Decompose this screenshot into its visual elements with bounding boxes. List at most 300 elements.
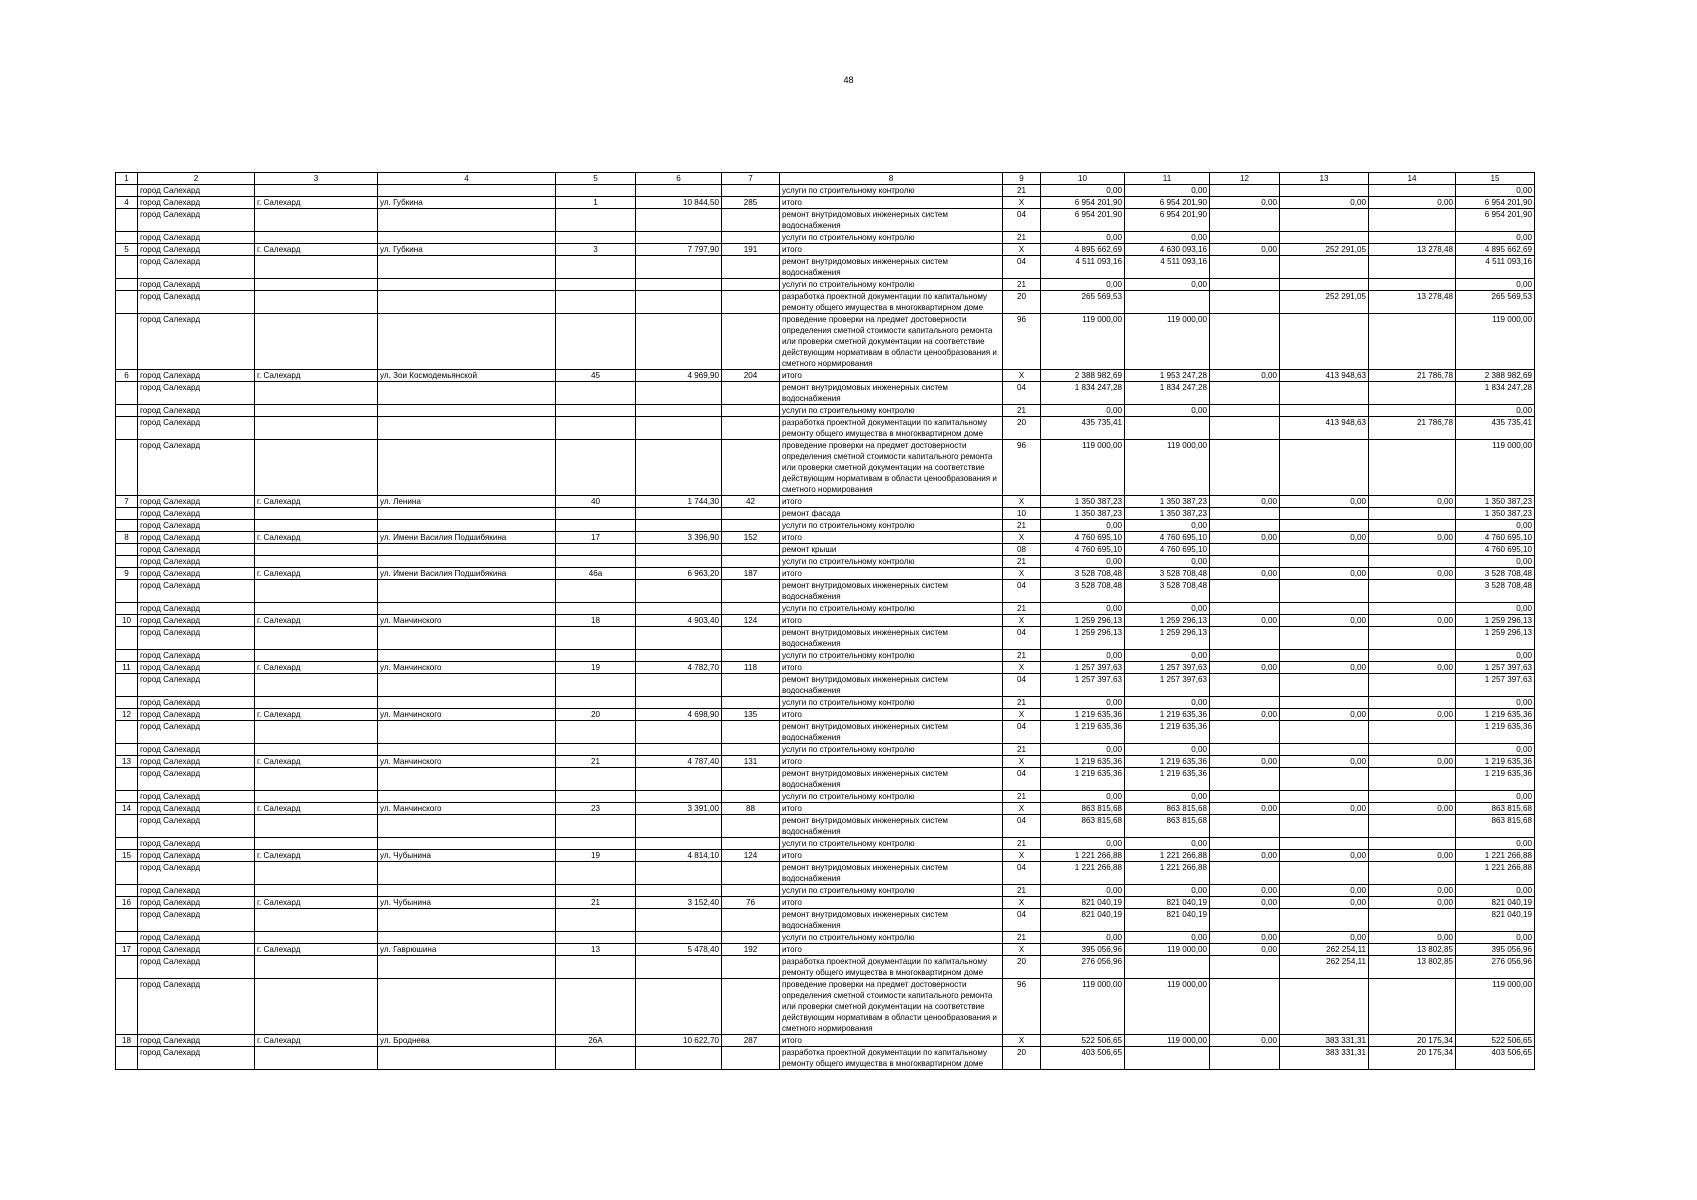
cell-total-cost: 0,00 [1041, 185, 1125, 197]
cell-street [378, 838, 556, 850]
table-row [116, 440, 1535, 496]
cell-settlement [255, 932, 378, 944]
cell-house-number [556, 291, 636, 314]
cell-budget-cost [1210, 674, 1280, 697]
cell-settlement [255, 556, 378, 568]
cell-final-cost: 0,00 [1456, 697, 1535, 709]
cell-settlement: г. Салехард [255, 568, 378, 580]
cell-house-number [556, 885, 636, 897]
cell-residents [722, 979, 780, 1035]
cell-total-cost: 276 056,96 [1041, 956, 1125, 979]
cell-house-number: 17 [556, 532, 636, 544]
cell-work-code: 21 [1003, 279, 1041, 291]
cell-other-cost: 0,00 [1369, 885, 1456, 897]
cell-settlement: г. Салехард [255, 944, 378, 956]
cell-row-number [116, 815, 138, 838]
cell-settlement: г. Салехард [255, 897, 378, 909]
cell-work-code: 21 [1003, 232, 1041, 244]
cell-house-number [556, 650, 636, 662]
cell-row-number [116, 382, 138, 405]
cell-budget-cost: 0,00 [1210, 756, 1280, 768]
cell-fund-cost: 119 000,00 [1125, 979, 1210, 1035]
cell-street [378, 815, 556, 838]
cell-municipality: город Салехард [138, 768, 255, 791]
cell-row-number: 7 [116, 496, 138, 508]
cell-total-cost: 1 219 635,36 [1041, 756, 1125, 768]
cell-area [636, 979, 722, 1035]
cell-fund-cost: 1 219 635,36 [1125, 756, 1210, 768]
cell-final-cost: 821 040,19 [1456, 909, 1535, 932]
cell-work-code: 21 [1003, 885, 1041, 897]
cell-street [378, 209, 556, 232]
cell-other-cost [1369, 256, 1456, 279]
cell-street: ул. Чубынина [378, 850, 556, 862]
cell-settlement [255, 674, 378, 697]
cell-street [378, 697, 556, 709]
cell-work-code: 20 [1003, 956, 1041, 979]
cell-work-code: 04 [1003, 721, 1041, 744]
cell-house-number [556, 185, 636, 197]
cell-work-type: разработка проектной документации по капитальному ремонту общего имущества в многоквартирном доме [780, 417, 1003, 440]
cell-area [636, 279, 722, 291]
cell-municipality: город Салехард [138, 544, 255, 556]
cell-area [636, 768, 722, 791]
cell-other-cost [1369, 209, 1456, 232]
cell-budget-cost [1210, 627, 1280, 650]
cell-residents [722, 256, 780, 279]
header-row [116, 173, 1535, 185]
cell-final-cost: 4 760 695,10 [1456, 544, 1535, 556]
cell-owners-cost [1280, 744, 1369, 756]
cell-other-cost: 0,00 [1369, 850, 1456, 862]
cell-street: ул. Броднева [378, 1035, 556, 1047]
cell-other-cost: 21 786,78 [1369, 417, 1456, 440]
cell-municipality: город Салехард [138, 627, 255, 650]
cell-row-number: 11 [116, 662, 138, 674]
cell-residents [722, 791, 780, 803]
cell-area: 6 963,20 [636, 568, 722, 580]
table-row [116, 556, 1535, 568]
cell-house-number [556, 838, 636, 850]
cell-row-number: 8 [116, 532, 138, 544]
cell-work-type: итого [780, 850, 1003, 862]
cell-street: ул. Имени Василия Подшибякина [378, 568, 556, 580]
cell-final-cost: 0,00 [1456, 650, 1535, 662]
cell-municipality: город Салехард [138, 580, 255, 603]
cell-house-number: 19 [556, 850, 636, 862]
cell-owners-cost: 0,00 [1280, 197, 1369, 209]
cell-total-cost: 0,00 [1041, 791, 1125, 803]
cell-other-cost [1369, 232, 1456, 244]
cell-residents [722, 291, 780, 314]
cell-work-type: проведение проверки на предмет достоверности определения сметной стоимости капитального ремонта или проверки сметной документации на соответствие действующим нормативам в области ценообразования и сметного нормирования [780, 314, 1003, 370]
cell-total-cost: 0,00 [1041, 838, 1125, 850]
header-cell-13: 13 [1280, 173, 1369, 185]
cell-area [636, 580, 722, 603]
cell-house-number: 1 [556, 197, 636, 209]
cell-other-cost [1369, 580, 1456, 603]
cell-work-type: услуги по строительному контролю [780, 185, 1003, 197]
cell-final-cost: 1 221 266,88 [1456, 862, 1535, 885]
cell-row-number [116, 862, 138, 885]
cell-budget-cost: 0,00 [1210, 709, 1280, 721]
cell-row-number [116, 314, 138, 370]
cell-residents: 131 [722, 756, 780, 768]
cell-municipality: город Салехард [138, 520, 255, 532]
cell-residents [722, 674, 780, 697]
cell-residents [722, 544, 780, 556]
table-row [116, 568, 1535, 580]
cell-area [636, 627, 722, 650]
cell-area [636, 674, 722, 697]
cell-house-number [556, 279, 636, 291]
table-row [116, 862, 1535, 885]
cell-street [378, 405, 556, 417]
cell-total-cost: 119 000,00 [1041, 979, 1125, 1035]
cell-final-cost: 0,00 [1456, 556, 1535, 568]
cell-budget-cost [1210, 291, 1280, 314]
cell-budget-cost: 0,00 [1210, 532, 1280, 544]
cell-settlement [255, 440, 378, 496]
cell-owners-cost: 0,00 [1280, 662, 1369, 674]
cell-work-type: разработка проектной документации по капитальному ремонту общего имущества в многоквартирном доме [780, 956, 1003, 979]
cell-work-code: X [1003, 496, 1041, 508]
cell-other-cost [1369, 768, 1456, 791]
cell-work-type: услуги по строительному контролю [780, 650, 1003, 662]
cell-row-number [116, 768, 138, 791]
cell-budget-cost [1210, 862, 1280, 885]
cell-municipality: город Салехард [138, 496, 255, 508]
cell-municipality: город Салехард [138, 314, 255, 370]
cell-final-cost: 1 834 247,28 [1456, 382, 1535, 405]
cell-final-cost: 2 388 982,69 [1456, 370, 1535, 382]
cell-work-type: итого [780, 944, 1003, 956]
cell-house-number [556, 979, 636, 1035]
cell-work-type: услуги по строительному контролю [780, 405, 1003, 417]
cell-other-cost: 0,00 [1369, 615, 1456, 627]
table-row [116, 721, 1535, 744]
table-row [116, 709, 1535, 721]
cell-settlement [255, 909, 378, 932]
cell-budget-cost [1210, 791, 1280, 803]
cell-total-cost: 0,00 [1041, 885, 1125, 897]
cell-final-cost: 403 506,65 [1456, 1047, 1535, 1070]
cell-municipality: город Салехард [138, 1035, 255, 1047]
cell-row-number: 15 [116, 850, 138, 862]
table-row [116, 979, 1535, 1035]
cell-final-cost: 0,00 [1456, 232, 1535, 244]
cell-final-cost: 6 954 201,90 [1456, 197, 1535, 209]
cell-total-cost: 4 511 093,16 [1041, 256, 1125, 279]
cell-total-cost: 0,00 [1041, 556, 1125, 568]
cell-area [636, 440, 722, 496]
cell-municipality: город Салехард [138, 838, 255, 850]
cell-work-code: 21 [1003, 932, 1041, 944]
cell-total-cost: 1 257 397,63 [1041, 674, 1125, 697]
cell-other-cost [1369, 697, 1456, 709]
cell-work-type: услуги по строительному контролю [780, 744, 1003, 756]
cell-budget-cost [1210, 279, 1280, 291]
cell-work-code: X [1003, 850, 1041, 862]
cell-work-code: 04 [1003, 256, 1041, 279]
cell-area [636, 697, 722, 709]
cell-owners-cost: 0,00 [1280, 803, 1369, 815]
cell-residents [722, 232, 780, 244]
cell-municipality: город Салехард [138, 1047, 255, 1070]
cell-settlement [255, 956, 378, 979]
table-row [116, 744, 1535, 756]
cell-row-number [116, 650, 138, 662]
cell-other-cost [1369, 556, 1456, 568]
cell-settlement [255, 791, 378, 803]
cell-row-number [116, 232, 138, 244]
cell-settlement [255, 1047, 378, 1070]
cell-area [636, 721, 722, 744]
cell-total-cost: 435 735,41 [1041, 417, 1125, 440]
cell-fund-cost: 119 000,00 [1125, 440, 1210, 496]
cell-budget-cost [1210, 979, 1280, 1035]
cell-municipality: город Салехард [138, 909, 255, 932]
cell-row-number [116, 791, 138, 803]
cell-row-number [116, 405, 138, 417]
cell-settlement [255, 279, 378, 291]
header-cell-11: 11 [1125, 173, 1210, 185]
cell-final-cost: 863 815,68 [1456, 815, 1535, 838]
cell-other-cost [1369, 508, 1456, 520]
cell-owners-cost [1280, 979, 1369, 1035]
cell-residents [722, 838, 780, 850]
cell-owners-cost [1280, 815, 1369, 838]
cell-other-cost: 0,00 [1369, 709, 1456, 721]
table-row [116, 291, 1535, 314]
cell-municipality: город Салехард [138, 209, 255, 232]
cell-total-cost: 4 760 695,10 [1041, 544, 1125, 556]
cell-work-type: итого [780, 1035, 1003, 1047]
cell-residents [722, 862, 780, 885]
cell-final-cost: 1 259 296,13 [1456, 615, 1535, 627]
cell-fund-cost [1125, 1047, 1210, 1070]
cell-work-code: 08 [1003, 544, 1041, 556]
cell-area [636, 209, 722, 232]
cell-other-cost: 0,00 [1369, 197, 1456, 209]
cell-house-number [556, 697, 636, 709]
cell-row-number [116, 744, 138, 756]
cell-row-number [116, 209, 138, 232]
cell-work-type: ремонт внутридомовых инженерных систем водоснабжения [780, 815, 1003, 838]
cell-final-cost: 0,00 [1456, 520, 1535, 532]
cell-other-cost: 13 802,85 [1369, 944, 1456, 956]
table-row [116, 520, 1535, 532]
cell-street [378, 291, 556, 314]
cell-area [636, 815, 722, 838]
cell-total-cost: 1 219 635,36 [1041, 721, 1125, 744]
cell-total-cost: 0,00 [1041, 405, 1125, 417]
cell-work-code: 04 [1003, 209, 1041, 232]
table-row [116, 382, 1535, 405]
cell-area: 4 782,70 [636, 662, 722, 674]
cell-area [636, 417, 722, 440]
cell-total-cost: 3 528 708,48 [1041, 568, 1125, 580]
cell-house-number: 13 [556, 944, 636, 956]
cell-street [378, 721, 556, 744]
cell-other-cost: 13 802,85 [1369, 956, 1456, 979]
cell-residents [722, 508, 780, 520]
cell-settlement [255, 650, 378, 662]
cell-area [636, 603, 722, 615]
cell-residents: 187 [722, 568, 780, 580]
cell-residents [722, 627, 780, 650]
cell-work-type: итого [780, 615, 1003, 627]
cell-total-cost: 6 954 201,90 [1041, 197, 1125, 209]
cell-budget-cost [1210, 232, 1280, 244]
cell-other-cost [1369, 909, 1456, 932]
cell-total-cost: 1 221 266,88 [1041, 862, 1125, 885]
cell-municipality: город Салехард [138, 744, 255, 756]
cell-owners-cost [1280, 544, 1369, 556]
cell-fund-cost: 0,00 [1125, 932, 1210, 944]
cell-budget-cost: 0,00 [1210, 662, 1280, 674]
cell-owners-cost [1280, 508, 1369, 520]
cell-settlement: г. Салехард [255, 532, 378, 544]
cell-house-number [556, 417, 636, 440]
cell-other-cost [1369, 862, 1456, 885]
cell-work-type: услуги по строительному контролю [780, 885, 1003, 897]
cell-owners-cost: 262 254,11 [1280, 956, 1369, 979]
table-header [116, 173, 1535, 185]
cell-owners-cost [1280, 440, 1369, 496]
cell-work-type: услуги по строительному контролю [780, 791, 1003, 803]
cell-residents [722, 556, 780, 568]
header-cell-2: 2 [138, 173, 255, 185]
cell-work-type: итого [780, 756, 1003, 768]
cell-work-code: 04 [1003, 674, 1041, 697]
cell-residents [722, 885, 780, 897]
cell-final-cost: 0,00 [1456, 744, 1535, 756]
cell-row-number: 6 [116, 370, 138, 382]
cell-row-number [116, 956, 138, 979]
cell-final-cost: 863 815,68 [1456, 803, 1535, 815]
cell-total-cost: 119 000,00 [1041, 440, 1125, 496]
table-row [116, 791, 1535, 803]
table-row [116, 1035, 1535, 1047]
cell-municipality: город Салехард [138, 862, 255, 885]
header-cell-7: 7 [722, 173, 780, 185]
cell-work-code: 21 [1003, 791, 1041, 803]
table-row [116, 370, 1535, 382]
cell-house-number [556, 721, 636, 744]
cell-residents [722, 721, 780, 744]
cell-municipality: город Салехард [138, 709, 255, 721]
cell-final-cost: 4 760 695,10 [1456, 532, 1535, 544]
cell-total-cost: 4 760 695,10 [1041, 532, 1125, 544]
cell-work-type: итого [780, 244, 1003, 256]
cell-fund-cost: 4 511 093,16 [1125, 256, 1210, 279]
cell-municipality: город Салехард [138, 897, 255, 909]
cell-row-number: 4 [116, 197, 138, 209]
table-row [116, 768, 1535, 791]
cell-area [636, 909, 722, 932]
cell-other-cost: 0,00 [1369, 756, 1456, 768]
cell-total-cost: 522 506,65 [1041, 1035, 1125, 1047]
cell-residents [722, 744, 780, 756]
cell-final-cost: 119 000,00 [1456, 314, 1535, 370]
cell-house-number [556, 440, 636, 496]
cell-work-code: 96 [1003, 440, 1041, 496]
cell-fund-cost: 0,00 [1125, 185, 1210, 197]
cell-fund-cost: 0,00 [1125, 650, 1210, 662]
cell-work-code: 96 [1003, 314, 1041, 370]
cell-settlement [255, 979, 378, 1035]
cell-area: 4 787,40 [636, 756, 722, 768]
cell-final-cost: 119 000,00 [1456, 440, 1535, 496]
cell-budget-cost [1210, 697, 1280, 709]
cell-area [636, 862, 722, 885]
cell-row-number: 9 [116, 568, 138, 580]
cell-owners-cost [1280, 314, 1369, 370]
cell-owners-cost [1280, 580, 1369, 603]
cell-row-number: 14 [116, 803, 138, 815]
cell-row-number [116, 580, 138, 603]
cell-house-number [556, 909, 636, 932]
cell-row-number [116, 417, 138, 440]
cell-work-code: 21 [1003, 838, 1041, 850]
cell-total-cost: 1 221 266,88 [1041, 850, 1125, 862]
cell-other-cost [1369, 627, 1456, 650]
cell-fund-cost: 1 221 266,88 [1125, 850, 1210, 862]
cell-total-cost: 1 257 397,63 [1041, 662, 1125, 674]
cell-owners-cost [1280, 520, 1369, 532]
table-row [116, 603, 1535, 615]
cell-other-cost: 0,00 [1369, 803, 1456, 815]
table-row [116, 697, 1535, 709]
cell-area [636, 885, 722, 897]
table-row [116, 405, 1535, 417]
cell-settlement [255, 885, 378, 897]
cell-work-code: 21 [1003, 185, 1041, 197]
cell-row-number [116, 440, 138, 496]
cell-fund-cost [1125, 956, 1210, 979]
cell-final-cost: 0,00 [1456, 405, 1535, 417]
cell-budget-cost: 0,00 [1210, 197, 1280, 209]
cell-area: 4 814,10 [636, 850, 722, 862]
cell-settlement: г. Салехард [255, 850, 378, 862]
cell-work-type: ремонт внутридомовых инженерных систем водоснабжения [780, 909, 1003, 932]
cell-street [378, 791, 556, 803]
cell-street: ул. Ленина [378, 496, 556, 508]
cell-residents [722, 1047, 780, 1070]
cell-budget-cost [1210, 909, 1280, 932]
cell-fund-cost: 0,00 [1125, 405, 1210, 417]
cell-work-code: 20 [1003, 291, 1041, 314]
cell-settlement: г. Салехард [255, 803, 378, 815]
cell-row-number [116, 909, 138, 932]
cell-fund-cost: 1 259 296,13 [1125, 627, 1210, 650]
table-row [116, 232, 1535, 244]
table-row [116, 256, 1535, 279]
cell-street [378, 232, 556, 244]
cell-house-number: 26А [556, 1035, 636, 1047]
cell-work-code: 04 [1003, 580, 1041, 603]
cell-settlement [255, 417, 378, 440]
cell-municipality: город Салехард [138, 370, 255, 382]
cell-residents [722, 520, 780, 532]
cell-residents [722, 440, 780, 496]
cell-municipality: город Салехард [138, 944, 255, 956]
cell-residents: 42 [722, 496, 780, 508]
cell-work-type: ремонт крыши [780, 544, 1003, 556]
cell-settlement [255, 744, 378, 756]
cell-settlement [255, 256, 378, 279]
